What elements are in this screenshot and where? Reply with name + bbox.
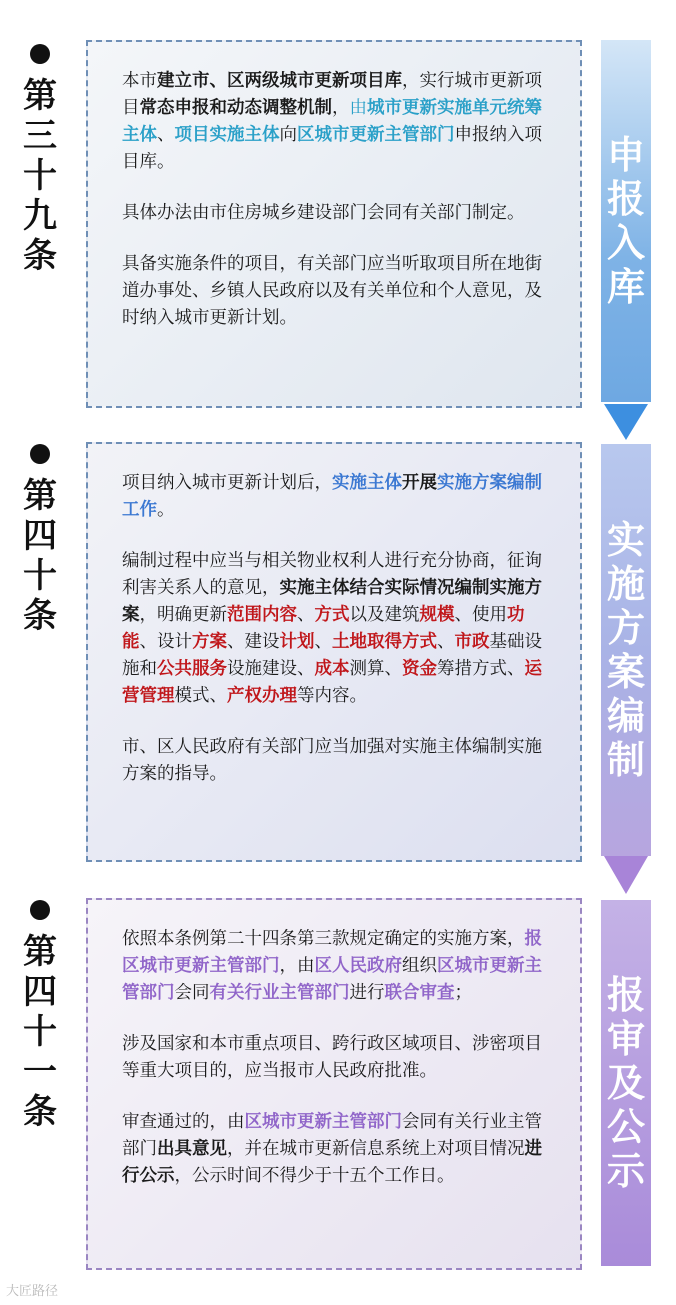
paragraph-text: 基础设施和 (122, 632, 542, 679)
stage-char: 制 (606, 738, 645, 782)
paragraph-text: 、 (297, 605, 315, 625)
bullet-dot (30, 444, 50, 464)
article-40-chars (18, 476, 62, 636)
paragraph-text: 测算、 (349, 659, 402, 679)
paragraph-text: 、建设 (227, 632, 280, 652)
paragraph-text: ，实行城市更新项目 (122, 71, 542, 118)
paragraph-text: 、设计 (139, 632, 192, 652)
stage-char: 施 (606, 562, 645, 606)
label-char: 十 (23, 156, 57, 196)
label-char: 十 (23, 1012, 57, 1052)
highlighted-text: 有关行业主管部门 (209, 983, 350, 1003)
highlighted-text: 区城市更新主管部门 (297, 125, 455, 145)
paragraph-text: 、 (314, 632, 332, 652)
highlighted-text: 区城市更新主管部门 (122, 956, 542, 1003)
article-paragraph (122, 548, 552, 710)
article-39-label (18, 44, 62, 276)
highlighted-text: 成本 (314, 659, 350, 679)
stage-label-plan (601, 444, 651, 856)
label-char: 条 (23, 236, 57, 276)
paragraph-text: 等内容。 (297, 686, 367, 706)
stage-char: 库 (606, 265, 645, 309)
highlighted-text: 方式 (314, 605, 350, 625)
paragraph-text: 审查通过的，由 (122, 1112, 245, 1132)
highlighted-text: 范围内容 (227, 605, 297, 625)
stage-char: 报 (606, 177, 645, 221)
highlighted-text: 运营管理 (122, 659, 542, 706)
highlighted-text: 进行公示 (122, 1139, 542, 1186)
paragraph-text: ，由 (279, 956, 315, 976)
paragraph-text: 筹措方式、 (437, 659, 525, 679)
down-arrow-icon (604, 404, 648, 440)
paragraph-text: 、 (437, 632, 455, 652)
highlighted-text: 由 (349, 98, 367, 118)
paragraph-text: 向 (279, 125, 297, 145)
stage-char: 入 (606, 221, 645, 265)
highlighted-text: 资金 (402, 659, 437, 679)
label-char: 条 (23, 596, 57, 636)
paragraph-text: ，明确更新 (139, 605, 227, 625)
bullet-dot (30, 44, 50, 64)
label-char: 第 (23, 476, 57, 516)
paragraph-text: 以及建筑 (349, 605, 420, 625)
highlighted-text: 方案 (192, 632, 227, 652)
highlighted-text: 实施主体结合实际情况编制实施方案 (122, 578, 542, 625)
article-paragraph (122, 251, 552, 332)
label-char: 一 (23, 1052, 57, 1092)
highlighted-text: 联合审查 (384, 983, 455, 1003)
highlighted-text: 城市更新实施单元统筹主体 (122, 98, 542, 145)
article-39-content-box (86, 40, 582, 408)
paragraph-text: 申报纳入项目库。 (122, 125, 542, 172)
article-41-label (18, 900, 62, 1132)
article-paragraph (122, 470, 552, 524)
stage-char: 方 (606, 606, 645, 650)
article-40-label (18, 444, 62, 636)
label-char: 四 (23, 516, 57, 556)
highlighted-text: 建立市、区两级城市更新项目库 (157, 71, 402, 91)
stage-char: 实 (606, 518, 645, 562)
highlighted-text: 实施方案编制工作 (122, 473, 542, 520)
highlighted-text: 规模 (419, 605, 455, 625)
stage-char: 及 (606, 1061, 645, 1105)
label-char: 四 (23, 972, 57, 1012)
paragraph-text: 、 (157, 125, 175, 145)
stage-char: 报 (606, 973, 645, 1017)
highlighted-text: 报区城市更新主管部门 (122, 929, 542, 976)
highlighted-text: 功能 (122, 605, 525, 652)
article-paragraph (122, 200, 552, 227)
highlighted-text: 区城市更新主管部门 (244, 1112, 402, 1132)
highlighted-text: 产权办理 (227, 686, 297, 706)
paragraph-text: 模式、 (174, 686, 227, 706)
paragraph-text: 编制过程中应当与相关物业权利人进行充分协商，征询利害关系人的意见， (122, 551, 542, 598)
bullet-dot (30, 900, 50, 920)
paragraph-text: 项目纳入城市更新计划后， (122, 473, 332, 493)
article-paragraph (122, 68, 552, 176)
stage-char: 公 (606, 1105, 645, 1149)
highlighted-text: 土地取得方式 (332, 632, 437, 652)
article-41-content-box (86, 898, 582, 1270)
paragraph-text: ，并在城市更新信息系统上对项目情况 (227, 1139, 525, 1159)
stage-label-declare (601, 40, 651, 402)
label-char: 十 (23, 556, 57, 596)
stage-char: 编 (606, 694, 645, 738)
paragraph-text: ， (332, 98, 350, 118)
paragraph-text: 、使用 (454, 605, 507, 625)
label-char: 三 (23, 116, 57, 156)
highlighted-text: 开展 (402, 473, 437, 493)
article-paragraph (122, 734, 552, 788)
article-paragraph (122, 926, 552, 1007)
paragraph-text: 具备实施条件的项目，有关部门应当听取项目所在地街道办事处、乡镇人民政府以及有关单位和个人意见，及时纳入城市更新计划。 (122, 254, 542, 328)
article-paragraph (122, 1109, 552, 1190)
highlighted-text: 公共服务 (157, 659, 227, 679)
highlighted-text: 市政 (454, 632, 490, 652)
label-char: 第 (23, 932, 57, 972)
paragraph-text: 组织 (402, 956, 437, 976)
paragraph-text: 本市 (122, 71, 157, 91)
paragraph-text: 依照本条例第二十四条第三款规定确定的实施方案， (122, 929, 525, 949)
paragraph-text: 会同有关行业主管部门 (122, 1112, 542, 1159)
stage-char: 申 (606, 133, 645, 177)
highlighted-text: 计划 (279, 632, 315, 652)
paragraph-text: 设施建设、 (227, 659, 315, 679)
paragraph-text: 市、区人民政府有关部门应当加强对实施主体编制实施方案的指导。 (122, 737, 542, 784)
stage-char: 案 (606, 650, 645, 694)
watermark-logo: 大匠路径 (6, 1284, 59, 1299)
article-41-chars (18, 932, 62, 1132)
stage-char: 审 (606, 1017, 645, 1061)
paragraph-text: ，公示时间不得少于十五个工作日。 (174, 1166, 455, 1186)
paragraph-text: ； (454, 983, 472, 1003)
article-39-chars (18, 76, 62, 276)
paragraph-text: 。 (157, 500, 175, 520)
label-char: 第 (23, 76, 57, 116)
highlighted-text: 常态申报和动态调整机制 (139, 98, 332, 118)
down-arrow-icon (604, 856, 648, 894)
article-40-content-box (86, 442, 582, 862)
paragraph-text: 涉及国家和本市重点项目、跨行政区域项目、涉密项目等重大项目的，应当报市人民政府批准。 (122, 1034, 542, 1081)
paragraph-text: 具体办法由市住房城乡建设部门会同有关部门制定。 (122, 203, 525, 223)
stage-char: 示 (606, 1149, 645, 1193)
stage-label-review (601, 900, 651, 1266)
highlighted-text: 出具意见 (157, 1139, 227, 1159)
label-char: 九 (23, 196, 57, 236)
paragraph-text: 进行 (349, 983, 385, 1003)
label-char: 条 (23, 1092, 57, 1132)
article-paragraph (122, 1031, 552, 1085)
highlighted-text: 区人民政府 (314, 956, 402, 976)
highlighted-text: 项目实施主体 (174, 125, 280, 145)
paragraph-text: 会同 (174, 983, 210, 1003)
highlighted-text: 实施主体 (332, 473, 402, 493)
